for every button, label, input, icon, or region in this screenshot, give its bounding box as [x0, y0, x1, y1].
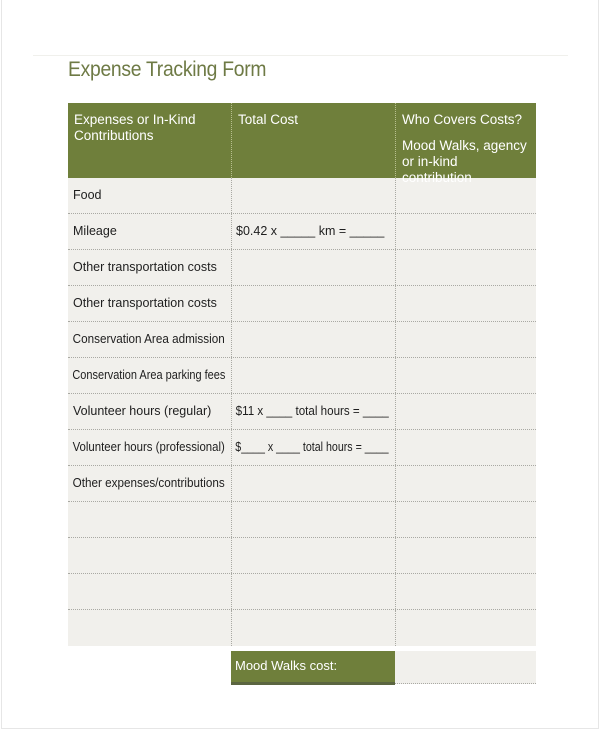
total-cost-cell[interactable]: $____ x ____ total hours = ____: [231, 430, 371, 465]
table-row: [68, 178, 536, 214]
top-divider: [33, 55, 568, 56]
mood-walks-cost-label: Mood Walks cost:: [231, 651, 395, 685]
who-covers-cell[interactable]: [395, 610, 536, 646]
expense-cell[interactable]: [68, 610, 231, 646]
table-row: [68, 502, 536, 538]
expense-cell[interactable]: [68, 574, 231, 609]
expense-cell: Conservation Area parking fees: [72, 368, 226, 382]
total-cost-cell[interactable]: [231, 574, 395, 609]
table-row: [68, 358, 536, 394]
expense-cell: Volunteer hours (regular): [73, 404, 212, 418]
header-expenses: Expenses or In-Kind Contributions: [74, 112, 196, 143]
table-row: [68, 574, 536, 610]
total-cost-cell[interactable]: [231, 322, 395, 357]
who-covers-cell[interactable]: [395, 286, 536, 321]
table-row: [68, 430, 536, 466]
table-header: [68, 103, 536, 185]
who-covers-cell[interactable]: [395, 502, 536, 537]
form-title: Expense Tracking Form: [68, 58, 267, 81]
expense-cell: Other transportation costs: [73, 296, 217, 310]
total-cost-cell[interactable]: [231, 502, 395, 537]
header-who-covers: [395, 103, 536, 185]
who-covers-cell[interactable]: [395, 538, 536, 573]
total-cost-cell[interactable]: $11 x ____ total hours = ____: [231, 394, 383, 429]
total-cost-cell[interactable]: [231, 610, 395, 646]
header-who-covers-title: Who Covers Costs?: [402, 112, 523, 127]
mood-walks-cost-field[interactable]: [395, 651, 536, 684]
table-row: [68, 250, 536, 286]
who-covers-cell[interactable]: [395, 394, 536, 429]
total-cost-cell[interactable]: [231, 358, 395, 393]
total-cost-cell[interactable]: [231, 286, 395, 321]
expense-cell: Food: [73, 188, 102, 202]
header-who-covers-subtitle: Mood Walks, agency or in-kind contribution: [402, 138, 527, 185]
total-cost-cell[interactable]: [231, 466, 395, 501]
expense-cell[interactable]: [68, 502, 231, 537]
expense-cell: Mileage: [73, 224, 117, 238]
who-covers-cell[interactable]: [395, 466, 536, 501]
table-row: [68, 394, 536, 430]
table-row: [68, 610, 536, 646]
mood-walks-cost-row: [231, 651, 536, 685]
who-covers-cell[interactable]: [395, 214, 536, 249]
expense-cell: Other transportation costs: [73, 260, 217, 274]
total-cost-cell[interactable]: [231, 250, 395, 285]
who-covers-cell[interactable]: [395, 430, 536, 465]
table-row: [68, 286, 536, 322]
table-row: [68, 322, 536, 358]
expense-cell: Volunteer hours (professional): [72, 440, 225, 454]
expense-cell: Conservation Area admission: [72, 332, 225, 346]
total-cost-cell[interactable]: $0.42 x _____ km = _____: [231, 214, 395, 249]
who-covers-cell[interactable]: [395, 322, 536, 357]
expense-cell: Other expenses/contributions: [72, 476, 225, 490]
expense-table: [68, 103, 536, 646]
total-cost-cell[interactable]: [231, 538, 395, 573]
total-cost-cell[interactable]: [231, 178, 395, 213]
table-row: [68, 538, 536, 574]
who-covers-cell[interactable]: [395, 250, 536, 285]
who-covers-cell[interactable]: [395, 358, 536, 393]
who-covers-cell[interactable]: [395, 178, 536, 213]
table-row: [68, 214, 536, 250]
expense-cell[interactable]: [68, 538, 231, 573]
table-row: [68, 466, 536, 502]
header-total-cost: Total Cost: [231, 103, 395, 178]
table-body: [68, 178, 536, 646]
who-covers-cell[interactable]: [395, 574, 536, 609]
